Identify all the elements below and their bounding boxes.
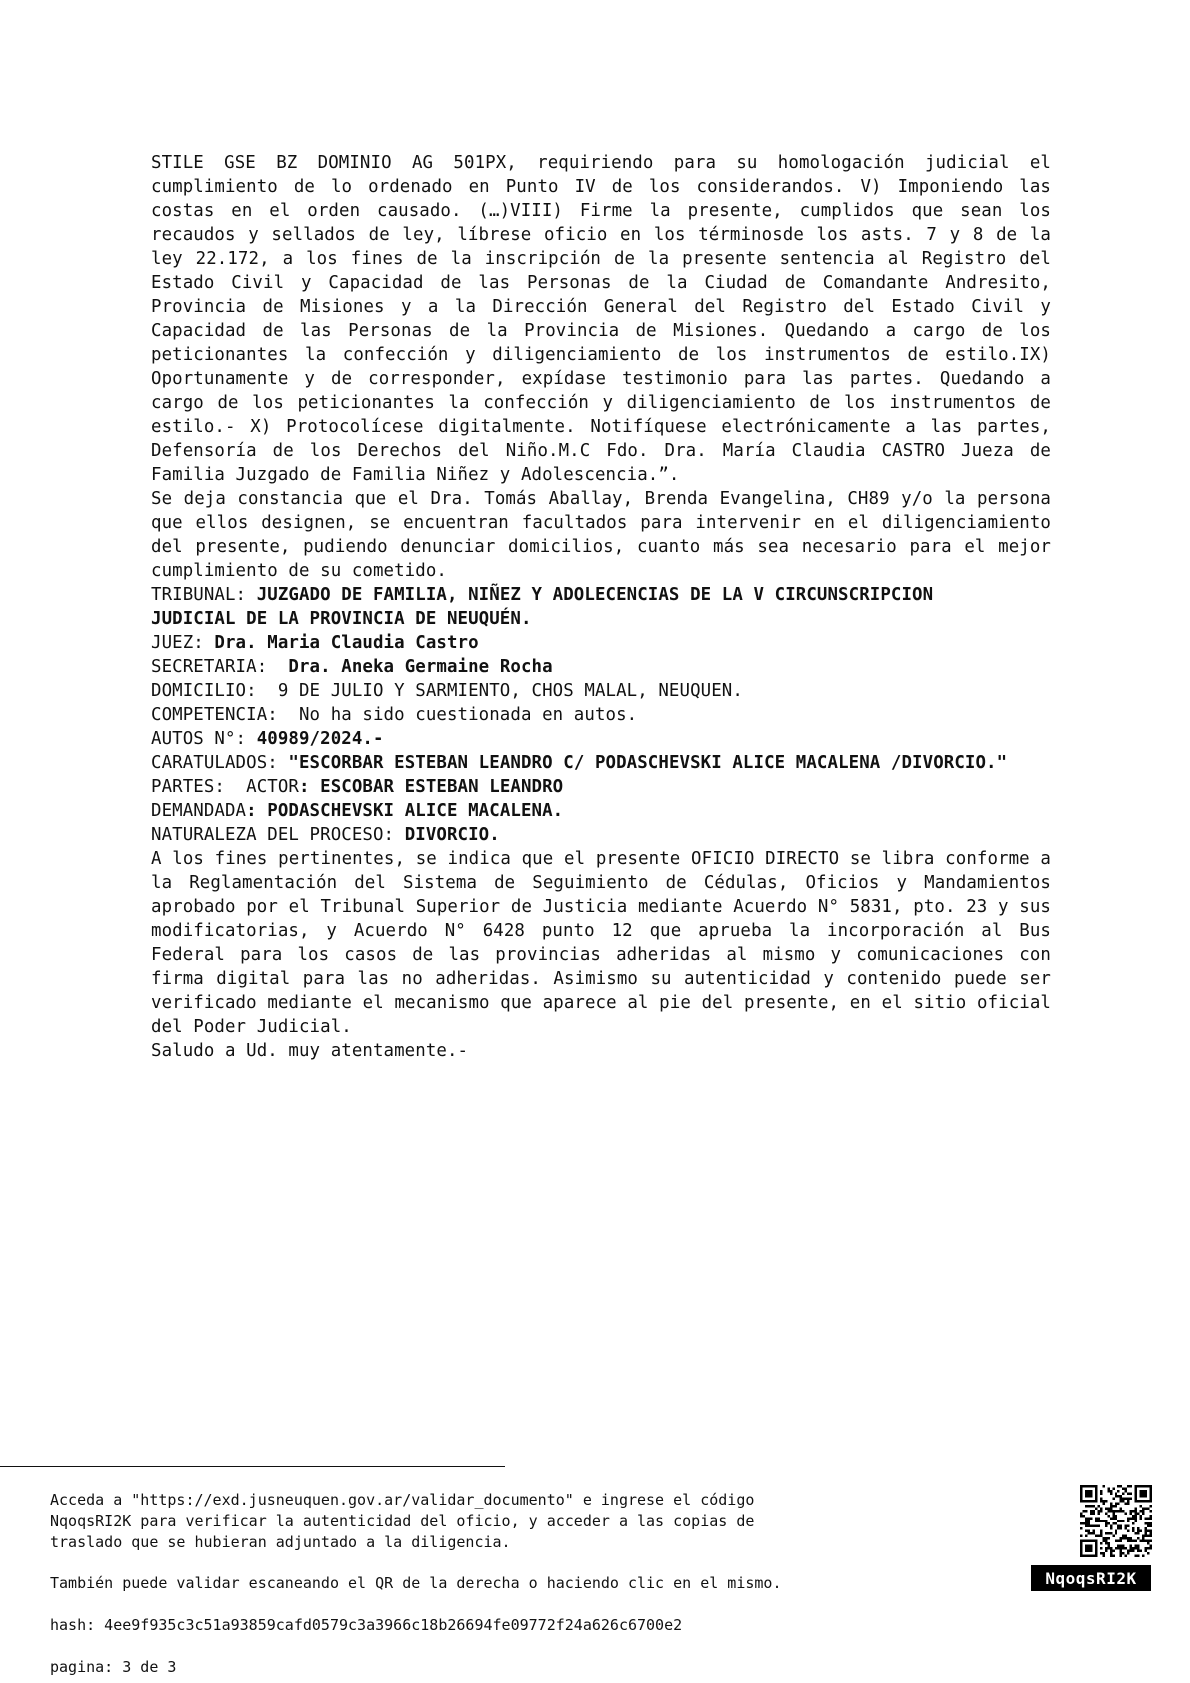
autos-line	[151, 727, 1051, 751]
competencia-line: COMPETENCIA: No ha sido cuestionada en autos.	[151, 705, 638, 725]
autos-value: 40989/2024.-	[256, 729, 384, 749]
validation-line-2: NqoqsRI2K para verificar la autenticidad del oficio, y acceder a las copias de	[50, 1512, 755, 1530]
juez-label: JUEZ:	[151, 633, 215, 653]
partes-label: PARTES: ACTOR	[151, 777, 299, 797]
footer-divider	[0, 1466, 505, 1467]
demandada-line	[151, 799, 1051, 823]
autos-label: AUTOS N°:	[151, 729, 257, 749]
juez-value: Dra. Maria Claudia Castro	[214, 633, 479, 653]
secretaria-line	[151, 655, 1051, 679]
hash-line: hash: 4ee9f935c3c51a93859cafd0579c3a3966c18b26694fe09772f24a626c6700e2	[50, 1616, 683, 1634]
regulation-paragraph: A los fines pertinentes, se indica que el presente OFICIO DIRECTO se libra conforme a la Reglamentación del Sistema de Seguimiento de Cédulas, Oficios y Mandamientos aprobado por el Tribunal Superior de Justicia mediante Acuerdo N° 5831, pto. 23 y sus modificatorias, y Acuerdo N° 6428 punto 12 que aprueba la incorporación al Bus Federal para los casos de las provincias adheridas al mismo y comunicaciones con firma digital para las no adheridas. Asimismo su autenticidad y contenido puede ser verificado mediante el mecanismo que aparece al pie del presente, en el sitio oficial del Poder Judicial.	[151, 849, 1051, 1037]
tribunal-value-continued: JUDICIAL DE LA PROVINCIA DE NEUQUÉN.	[151, 609, 532, 629]
demandada-value: : PODASCHEVSKI ALICE MACALENA.	[246, 801, 564, 821]
partes-value: : ESCOBAR ESTEBAN LEANDRO	[298, 777, 564, 797]
juez-line	[151, 631, 1051, 655]
sentence-paragraph: STILE GSE BZ DOMINIO AG 501PX, requiriendo para su homologación judicial el cumplimiento de lo ordenado en Punto IV de los considerandos. V) Imponiendo las costas en el orden causado. (…)VIII) Firme la presente, cumplidos que sean los recaudos y sellados de ley, líbrese oficio en los términosde los asts. 7 y 8 de la ley 22.172, a los fines de la inscripción de la presente sentencia al Registro del Estado Civil y Capacidad de las Personas de la Ciudad de Comandante Andresito, Provincia de Misiones y a la Dirección General del Registro del Estado Civil y Capacidad de las Personas de la Provincia de Misiones. Quedando a cargo de los peticionantes la confección y diligenciamiento de los instrumentos de estilo.IX) Oportunamente y de corresponder, expídase testimonio para las partes. Quedando a cargo de los peticionantes la confección y diligenciamiento de los instrumentos de estilo.- X) Protocolícese digitalmente. Notifíquese electrónicamente a las partes, Defensoría de los Derechos del Niño.M.C Fdo. Dra. María Claudia CASTRO Jueza de Familia Juzgado de Familia Niñez y Adolescencia.”.	[151, 153, 1051, 485]
naturaleza-label: NATURALEZA DEL PROCESO:	[151, 825, 405, 845]
validation-line-3: traslado que se hubieran adjuntado a la diligencia.	[50, 1533, 511, 1551]
caratulados-label: CARATULADOS:	[151, 753, 289, 773]
domicilio-line: DOMICILIO: 9 DE JULIO Y SARMIENTO, CHOS MALAL, NEUQUEN.	[151, 681, 743, 701]
validation-code-badge: NqoqsRI2K	[1031, 1565, 1151, 1591]
demandada-label: DEMANDADA	[151, 801, 247, 821]
validation-line-1: Acceda a "https://exd.jusneuquen.gov.ar/validar_documento" e ingrese el código	[50, 1491, 755, 1509]
secretaria-label: SECRETARIA:	[151, 657, 289, 677]
qr-code-icon[interactable]	[1080, 1485, 1152, 1557]
authorization-paragraph: Se deja constancia que el Dra. Tomás Aballay, Brenda Evangelina, CH89 y/o la persona que ellos designen, se encuentran facultados para intervenir en el diligenciamiento del presente, pudiendo denunciar domicilios, cuanto más sea necesario para el mejor cumplimiento de su cometido.	[151, 489, 1051, 581]
secretaria-value: Dra. Aneka Germaine Rocha	[288, 657, 553, 677]
validation-instructions	[50, 1490, 850, 1553]
page-number: pagina: 3 de 3	[50, 1658, 177, 1676]
qr-instructions: También puede validar escaneando el QR de la derecha o haciendo clic en el mismo.	[50, 1574, 782, 1592]
document-body	[151, 151, 1051, 1063]
naturaleza-line	[151, 823, 1051, 847]
tribunal-value: JUZGADO DE FAMILIA, NIÑEZ Y ADOLECENCIAS DE LA V CIRCUNSCRIPCION	[256, 585, 934, 605]
tribunal-label: TRIBUNAL:	[151, 585, 257, 605]
naturaleza-value: DIVORCIO.	[404, 825, 500, 845]
caratulados-value: "ESCORBAR ESTEBAN LEANDRO C/ PODASCHEVSKI ALICE MACALENA /DIVORCIO."	[288, 753, 1008, 773]
closing-line: Saludo a Ud. muy atentamente.-	[151, 1041, 469, 1061]
tribunal-line	[151, 583, 1051, 607]
caratulados-line	[151, 751, 1051, 775]
partes-line	[151, 775, 1051, 799]
